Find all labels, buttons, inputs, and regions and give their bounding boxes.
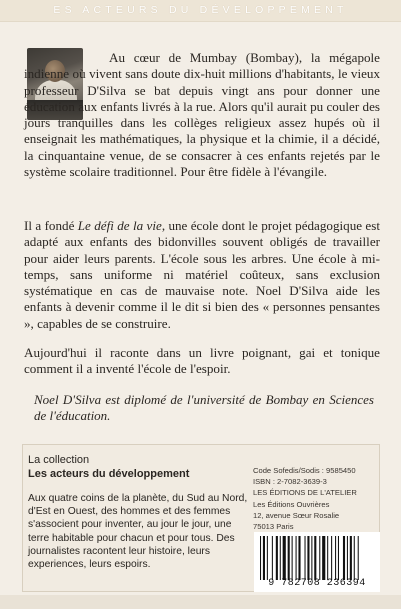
bottom-strip <box>0 595 401 609</box>
sodis-code: Code Sofedis/Sodis : 9585450 <box>253 466 356 475</box>
paragraph-2-start: Il a fondé <box>24 218 78 233</box>
barcode-digits: 9 782708 236394 <box>268 578 366 589</box>
publisher-street: 12, avenue Sœur Rosalie <box>253 510 340 520</box>
collection-description: Aux quatre coins de la planète, du Sud au Nord, d'Est en Ouest, des hommes et des femmes s'associent pour inventer, au jour le jour, une terre habitable pour chacun et pour tous. Des journalistes racontent leur histoire, leurs experiences, leurs espoirs. <box>28 493 248 571</box>
series-title: ES ACTEURS DU DÉVELOPPEMENT <box>53 4 348 16</box>
publisher-imprint: Les Éditions Ouvrières <box>253 499 330 509</box>
publisher-name: LES ÉDITIONS DE L'ATELIER <box>253 488 357 498</box>
collection-label: La collection <box>28 454 90 466</box>
barcode <box>254 532 380 592</box>
author-bio: Noel D'Silva est diplomé de l'université de Bombay en Sciences de l'éducation. <box>34 392 374 424</box>
school-name: Le défi de la vie <box>77 218 162 233</box>
summary-paragraph-1: Au cœur de Mumbay (Bombay), la mégapole indienne où vivent sans doute dix-huit millions d'habitants, le vieux professeur D'Silva se bat depuis vingt ans pour donner une éducation aux enfants livrés à la rue. Alors qu'il aurait pu couler des jours tranquilles dans les collèges religieux assez hupés où il enseignait les mathématiques, la physique et la chimie, il a décidé, la cinquantaine venue, de se consacrer à ces enfants rejetés par le système scolaire traditionnel. Pour être fidèle à l'évangile. <box>24 50 380 180</box>
barcode-bars <box>260 536 376 580</box>
collection-info <box>28 454 248 571</box>
summary-paragraph-3: Aujourd'hui il raconte dans un livre poignant, gai et tonique comment il a inventé l'école de l'espoir. <box>24 345 380 377</box>
publisher-city: 75013 Paris <box>253 522 294 532</box>
paragraph-2-end: , une école dont le projet pédagogique est adapté aux enfants des bidonvilles souvent obligés de travailler pour aider leurs parents. L'école sous les arbres. Une école à mi-temps, sans uniforme ni matériel coûteux, sans exclusion systématique en cas de mauvaise note. Noel D'Silva aide les enfants à devenir comme il le dit si bien des « personnes pensantes », capables de se construire. <box>24 218 380 331</box>
summary-paragraph-2 <box>24 218 380 332</box>
series-banner <box>0 0 401 22</box>
publisher-info <box>253 465 383 532</box>
collection-title: Les acteurs du développement <box>28 468 190 480</box>
isbn: ISBN : 2-7082-3639-3 <box>253 477 327 487</box>
